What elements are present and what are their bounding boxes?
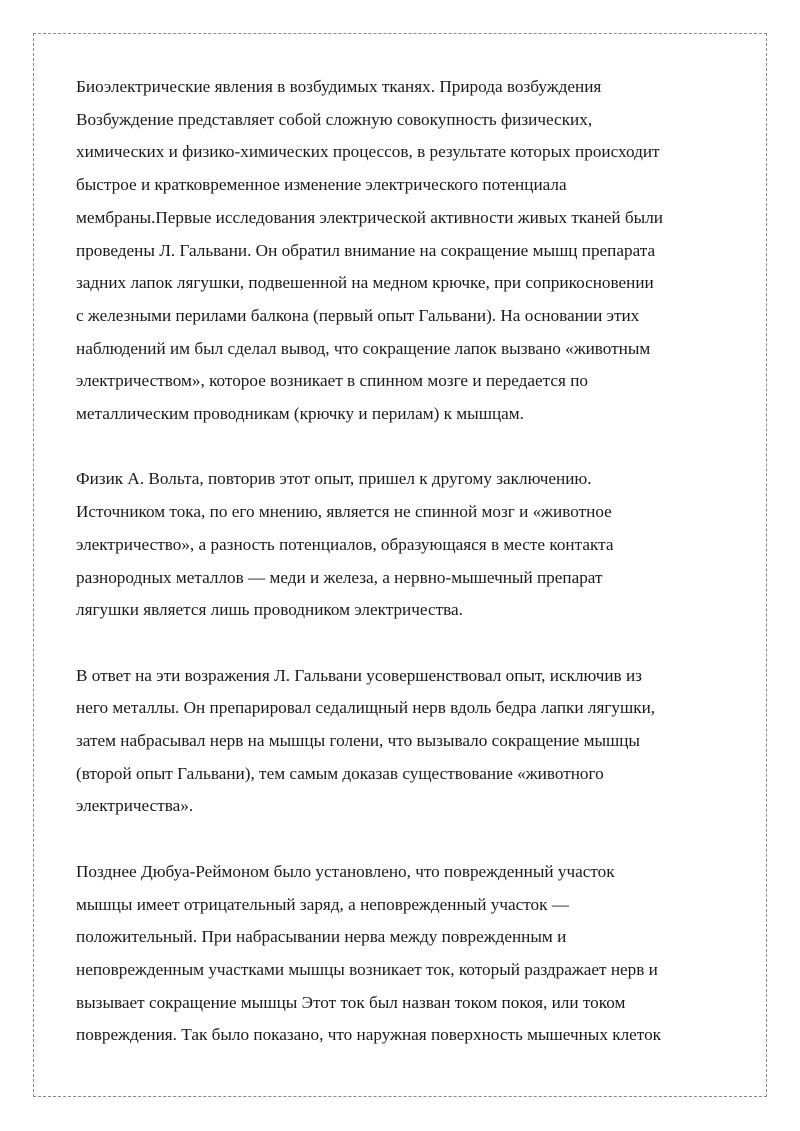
text-line: быстрое и кратковременное изменение электрического потенциала xyxy=(76,175,567,195)
text-line: Источником тока, по его мнению, является не спинной мозг и «животное xyxy=(76,502,612,522)
text-line: повреждения. Так было показано, что наружная поверхность мышечных клеток xyxy=(76,1025,662,1045)
paragraph-volta xyxy=(76,463,728,627)
text-line: электричеством», которое возникает в спинном мозге и передается по xyxy=(76,371,588,391)
text-line: наблюдений им был сделал вывод, что сокращение лапок вызвано «животным xyxy=(76,338,651,358)
text-line: вызывает сокращение мышцы Этот ток был назван током покоя, или током xyxy=(76,992,626,1012)
text-line: Позднее Дюбуа-Реймоном было установлено, что поврежденный участок xyxy=(76,861,615,881)
paragraph-galvani-first-experiment xyxy=(76,71,728,431)
text-line: (второй опыт Гальвани), тем самым доказав существование «животного xyxy=(76,763,604,783)
text-line: электричества». xyxy=(76,796,194,816)
text-line: проведены Л. Гальвани. Он обратил внимание на сокращение мышц препарата xyxy=(76,240,656,260)
paragraph-dubois-reymond xyxy=(76,856,728,1052)
text-line: Возбуждение представляет собой сложную совокупность физических, xyxy=(76,109,593,129)
text-line: Физик А. Вольта, повторив этот опыт, пришел к другому заключению. xyxy=(76,469,592,489)
text-line: положительный. При набрасывании нерва между поврежденным и xyxy=(76,927,567,947)
text-line: мембраны.Первые исследования электрической активности живых тканей были xyxy=(76,207,663,227)
document-body xyxy=(76,71,728,1085)
text-line: химических и физико-химических процессов, в результате которых происходит xyxy=(76,142,660,162)
text-line: задних лапок лягушки, подвешенной на медном крючке, при соприкосновении xyxy=(76,273,654,293)
text-line: затем набрасывал нерв на мышцы голени, что вызывало сокращение мышцы xyxy=(76,731,640,751)
text-line: В ответ на эти возражения Л. Гальвани усовершенствовал опыт, исключив из xyxy=(76,665,642,685)
text-line: лягушки является лишь проводником электричества. xyxy=(76,600,463,620)
paragraph-galvani-second-experiment xyxy=(76,660,728,824)
text-line: электричество», а разность потенциалов, образующаяся в месте контакта xyxy=(76,534,614,554)
text-line: Биоэлектрические явления в возбудимых тканях. Природа возбуждения xyxy=(76,77,602,96)
text-line: разнородных металлов — меди и железа, а нервно-мышечный препарат xyxy=(76,567,603,587)
text-line: неповрежденным участками мышцы возникает ток, который раздражает нерв и xyxy=(76,959,658,979)
text-line: мышцы имеет отрицательный заряд, а неповрежденный участок — xyxy=(76,894,569,914)
text-line: с железными перилами балкона (первый опыт Гальвани). На основании этих xyxy=(76,305,640,325)
text-line: металлическим проводникам (крючку и перилам) к мышцам. xyxy=(76,404,524,424)
text-line: него металлы. Он препарировал седалищный нерв вдоль бедра лапки лягушки, xyxy=(76,698,656,718)
